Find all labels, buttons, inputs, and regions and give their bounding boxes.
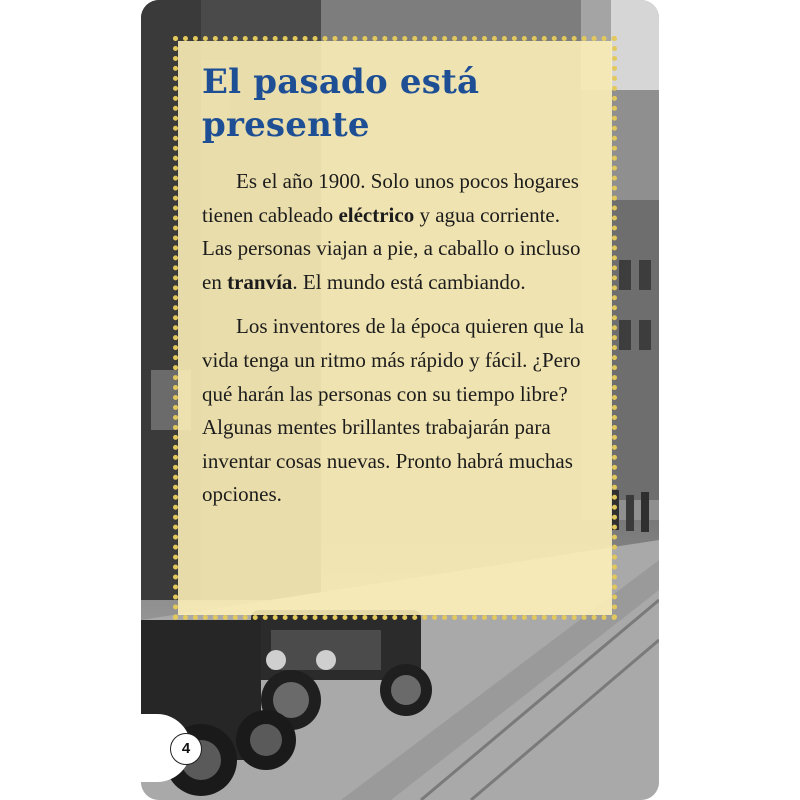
paragraph-1-part-2: y agua corriente. Las personas viajan a pie, a caballo o incluso en: [202, 202, 581, 294]
page-number: 4: [170, 733, 202, 765]
paragraph-1-part-3: . El mundo está cambiando.: [292, 269, 526, 294]
page-title: El pasado está presente: [202, 62, 480, 145]
keyword-tranvia: tranvía: [227, 269, 293, 294]
text-panel: [178, 41, 612, 615]
keyword-electrico: eléctrico: [338, 202, 415, 227]
paragraph-2: Los inventores de la época quieren que la vida tenga un ritmo más rápido y fácil. ¿Pero qué harán las personas con su tiempo libre? Algunas mentes brillantes trabajarán para inventar cosas nuevas. Pronto habrá muchas opciones.: [202, 314, 585, 507]
paragraph-1-part-1: Es el año 1900. Solo unos pocos hogares tienen cableado: [202, 169, 579, 227]
paragraph-1: [202, 165, 590, 299]
